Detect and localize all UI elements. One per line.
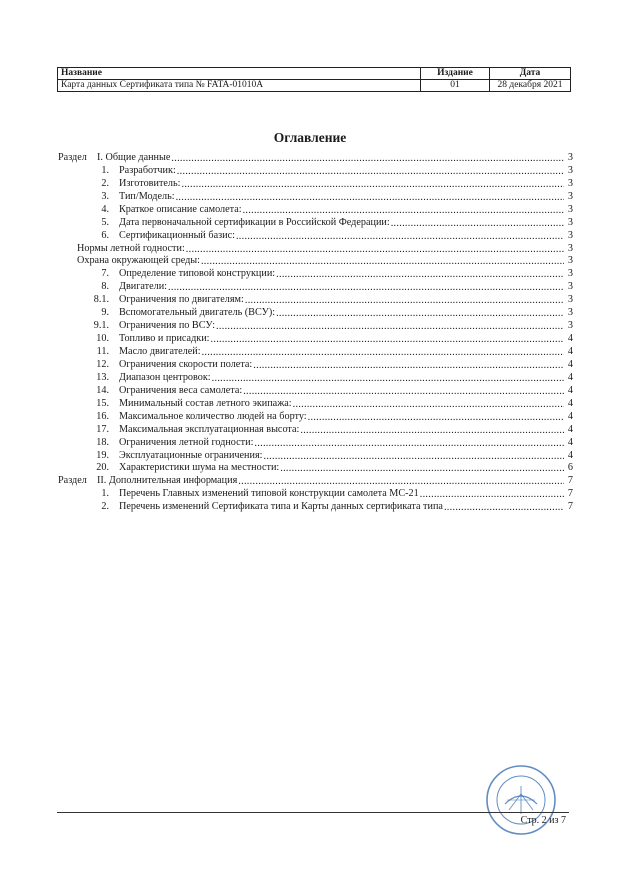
toc-row[interactable] (59, 331, 573, 344)
toc-row[interactable] (59, 254, 573, 267)
toc-page-number: 3 (567, 281, 573, 293)
toc-number: 5. (101, 216, 109, 228)
toc-leader-dots (254, 439, 564, 448)
toc-label: Двигатели: (119, 281, 167, 293)
toc-label: II. Дополнительная информация (97, 475, 238, 487)
toc-leader-dots (420, 490, 564, 499)
toc-leader-dots (308, 413, 564, 422)
toc-leader-dots (216, 322, 564, 331)
toc-number: 20. (96, 462, 109, 474)
toc-label: Диапазон центровок: (119, 371, 211, 383)
toc-number: 11. (96, 346, 109, 357)
toc-number: 3. (101, 190, 109, 202)
footer-divider (57, 812, 569, 813)
toc-number: 1. (101, 488, 109, 500)
toc-page-number: 3 (567, 255, 573, 267)
toc-number: 13. (96, 371, 109, 383)
toc-leader-dots (245, 296, 564, 305)
toc-row[interactable] (59, 435, 573, 448)
toc-number: 8. (101, 281, 109, 293)
toc-leader-dots (212, 374, 564, 383)
toc-row[interactable] (59, 448, 573, 461)
toc-label: Ограничения по двигателям: (119, 294, 244, 306)
toc-page-number: 3 (567, 190, 573, 202)
toc-row[interactable] (59, 499, 573, 512)
toc-row[interactable] (59, 461, 573, 474)
toc-leader-dots (201, 257, 564, 266)
toc-label: Нормы летной годности: (77, 242, 185, 254)
toc-page-number: 3 (567, 242, 573, 254)
toc-number: 4. (101, 203, 109, 215)
toc-leader-dots (253, 361, 564, 370)
toc-row[interactable] (59, 305, 573, 318)
toc-number: 6. (101, 229, 109, 241)
toc-row[interactable] (59, 357, 573, 370)
toc-label: Максимальное количество людей на борту: (119, 410, 307, 422)
toc-leader-dots (444, 503, 564, 512)
toc-page-number: 4 (567, 346, 573, 357)
toc-page-number: 4 (567, 410, 573, 422)
toc-number: 17. (96, 423, 109, 435)
toc-leader-dots (276, 309, 564, 318)
toc-leader-dots (236, 232, 564, 241)
toc-number: 8.1. (93, 294, 109, 306)
toc-row[interactable] (59, 370, 573, 383)
page-title: Оглавление (273, 130, 347, 145)
toc-page-number: 4 (567, 423, 573, 435)
header-date-label: Дата (490, 68, 571, 80)
toc-page-number: 3 (567, 229, 573, 241)
toc-label: Ограничения по ВСУ: (119, 320, 216, 332)
toc-leader-dots (168, 283, 564, 292)
toc-label: I. Общие данные (97, 151, 171, 163)
toc-row[interactable] (59, 486, 573, 499)
toc-page-number: 3 (567, 294, 573, 306)
toc-row[interactable] (59, 266, 573, 279)
toc-number: 15. (96, 397, 109, 409)
toc-number: 7. (101, 268, 109, 280)
toc-row[interactable] (59, 422, 573, 435)
toc-row[interactable] (59, 292, 573, 305)
toc-row[interactable]: Раздел II. Дополнительная информация ..... 7 (58, 473, 573, 486)
toc-row[interactable] (59, 176, 573, 189)
toc-leader-dots (181, 180, 564, 189)
toc-label: Характеристики шума на местности: (119, 462, 280, 474)
toc-label: Топливо и присадки: (119, 333, 210, 345)
toc-leader-dots (293, 400, 564, 409)
toc-page-number: 3 (567, 268, 573, 280)
toc-page-number: 4 (567, 449, 573, 461)
toc-label: Ограничения летной годности: (119, 436, 254, 448)
toc-leader-dots (202, 348, 564, 357)
toc-number: 10. (96, 333, 109, 345)
toc-leader-dots (176, 193, 564, 202)
toc-number: 9.1. (93, 320, 109, 332)
toc-row[interactable] (59, 228, 573, 241)
toc-leader-dots (300, 426, 564, 435)
toc-page-number: 3 (567, 216, 573, 228)
toc-page-number: 6 (567, 462, 573, 474)
toc-row[interactable] (59, 279, 573, 292)
toc-label: Перечень Главных изменений типовой конструкции самолета МС-21 (119, 488, 419, 500)
toc-page-number: 3 (567, 151, 573, 163)
toc-leader-dots (177, 167, 564, 176)
header-name-label: Название (58, 68, 421, 80)
toc-number: 16. (96, 410, 109, 422)
toc-page-number: 4 (567, 384, 573, 396)
toc-label: Ограничения веса самолета: (119, 384, 243, 396)
toc-number: 19. (96, 449, 109, 461)
toc-row[interactable] (59, 318, 573, 331)
toc-leader-dots (391, 219, 564, 228)
toc-page-number: 3 (567, 307, 573, 319)
toc-leader-dots (263, 452, 564, 461)
toc-row[interactable] (59, 383, 573, 396)
toc-page-number: 7 (567, 501, 573, 513)
toc-row[interactable] (59, 163, 573, 176)
toc-label: Ограничения скорости полета: (119, 358, 253, 370)
toc-page-number: 4 (567, 333, 573, 345)
toc-number: 1. (101, 164, 109, 176)
toc-number: 2. (101, 501, 109, 513)
toc-label: Сертификационный базис: (119, 229, 235, 241)
toc-row[interactable] (59, 409, 573, 422)
toc-number: 2. (101, 177, 109, 189)
toc-page-number: 3 (567, 320, 573, 332)
toc-row[interactable] (59, 189, 573, 202)
toc-page-number: 4 (567, 358, 573, 370)
toc-label: Разработчик: (119, 164, 176, 176)
toc-row[interactable] (59, 202, 573, 215)
toc-number: 9. (101, 307, 109, 319)
toc-page-number: 3 (567, 203, 573, 215)
table-of-contents (59, 150, 573, 512)
toc-page-number: 7 (567, 488, 573, 500)
toc-page-number: 4 (567, 397, 573, 409)
toc-row[interactable] (59, 215, 573, 228)
toc-label: Масло двигателей: (119, 346, 201, 357)
document-header-table (57, 67, 571, 92)
toc-label: Максимальная эксплуатационная высота: (119, 423, 300, 435)
toc-number: 12. (96, 358, 109, 370)
toc-label: Дата первоначальной сертификации в Российской Федерации: (119, 216, 390, 228)
toc-page-number: 4 (567, 436, 573, 448)
toc-leader-dots (276, 270, 564, 279)
toc-leader-dots (280, 464, 564, 473)
toc-label: Перечень изменений Сертификата типа и Карты данных сертификата типа (119, 501, 443, 513)
toc-leader-dots (238, 477, 564, 486)
toc-label: Минимальный состав летного экипажа: (119, 397, 292, 409)
toc-leader-dots (211, 335, 565, 344)
document-date: 28 декабря 2021 (490, 80, 571, 92)
toc-label: Эксплуатационные ограничения: (119, 449, 263, 461)
document-issue: 01 (421, 80, 490, 92)
toc-page-number: 3 (567, 164, 573, 176)
toc-label: Тип/Модель: (119, 190, 175, 202)
toc-row[interactable] (59, 396, 573, 409)
toc-page-number: 3 (567, 177, 573, 189)
header-issue-label: Издание (421, 68, 490, 80)
toc-row[interactable]: Раздел I. Общие данные ..... 3 (58, 150, 573, 163)
toc-leader-dots (243, 206, 564, 215)
toc-label: Вспомогательный двигатель (ВСУ): (119, 307, 276, 319)
toc-row[interactable] (59, 344, 573, 357)
toc-page-number: 4 (567, 371, 573, 383)
toc-label: Изготовитель: (119, 177, 181, 189)
toc-page-number: 7 (567, 475, 573, 487)
toc-label: Охрана окружающей среды: (77, 255, 200, 267)
page-number: Стр. 2 из 7 (520, 815, 566, 826)
toc-leader-dots (171, 154, 564, 163)
toc-number: 18. (96, 436, 109, 448)
toc-leader-dots (243, 387, 564, 396)
toc-number: 14. (96, 384, 109, 396)
toc-leader-dots (186, 245, 564, 254)
toc-label: Краткое описание самолета: (119, 203, 242, 215)
toc-row[interactable] (59, 241, 573, 254)
toc-label: Определение типовой конструкции: (119, 268, 276, 280)
document-name: Карта данных Сертификата типа № FATA-01010A (58, 80, 421, 92)
